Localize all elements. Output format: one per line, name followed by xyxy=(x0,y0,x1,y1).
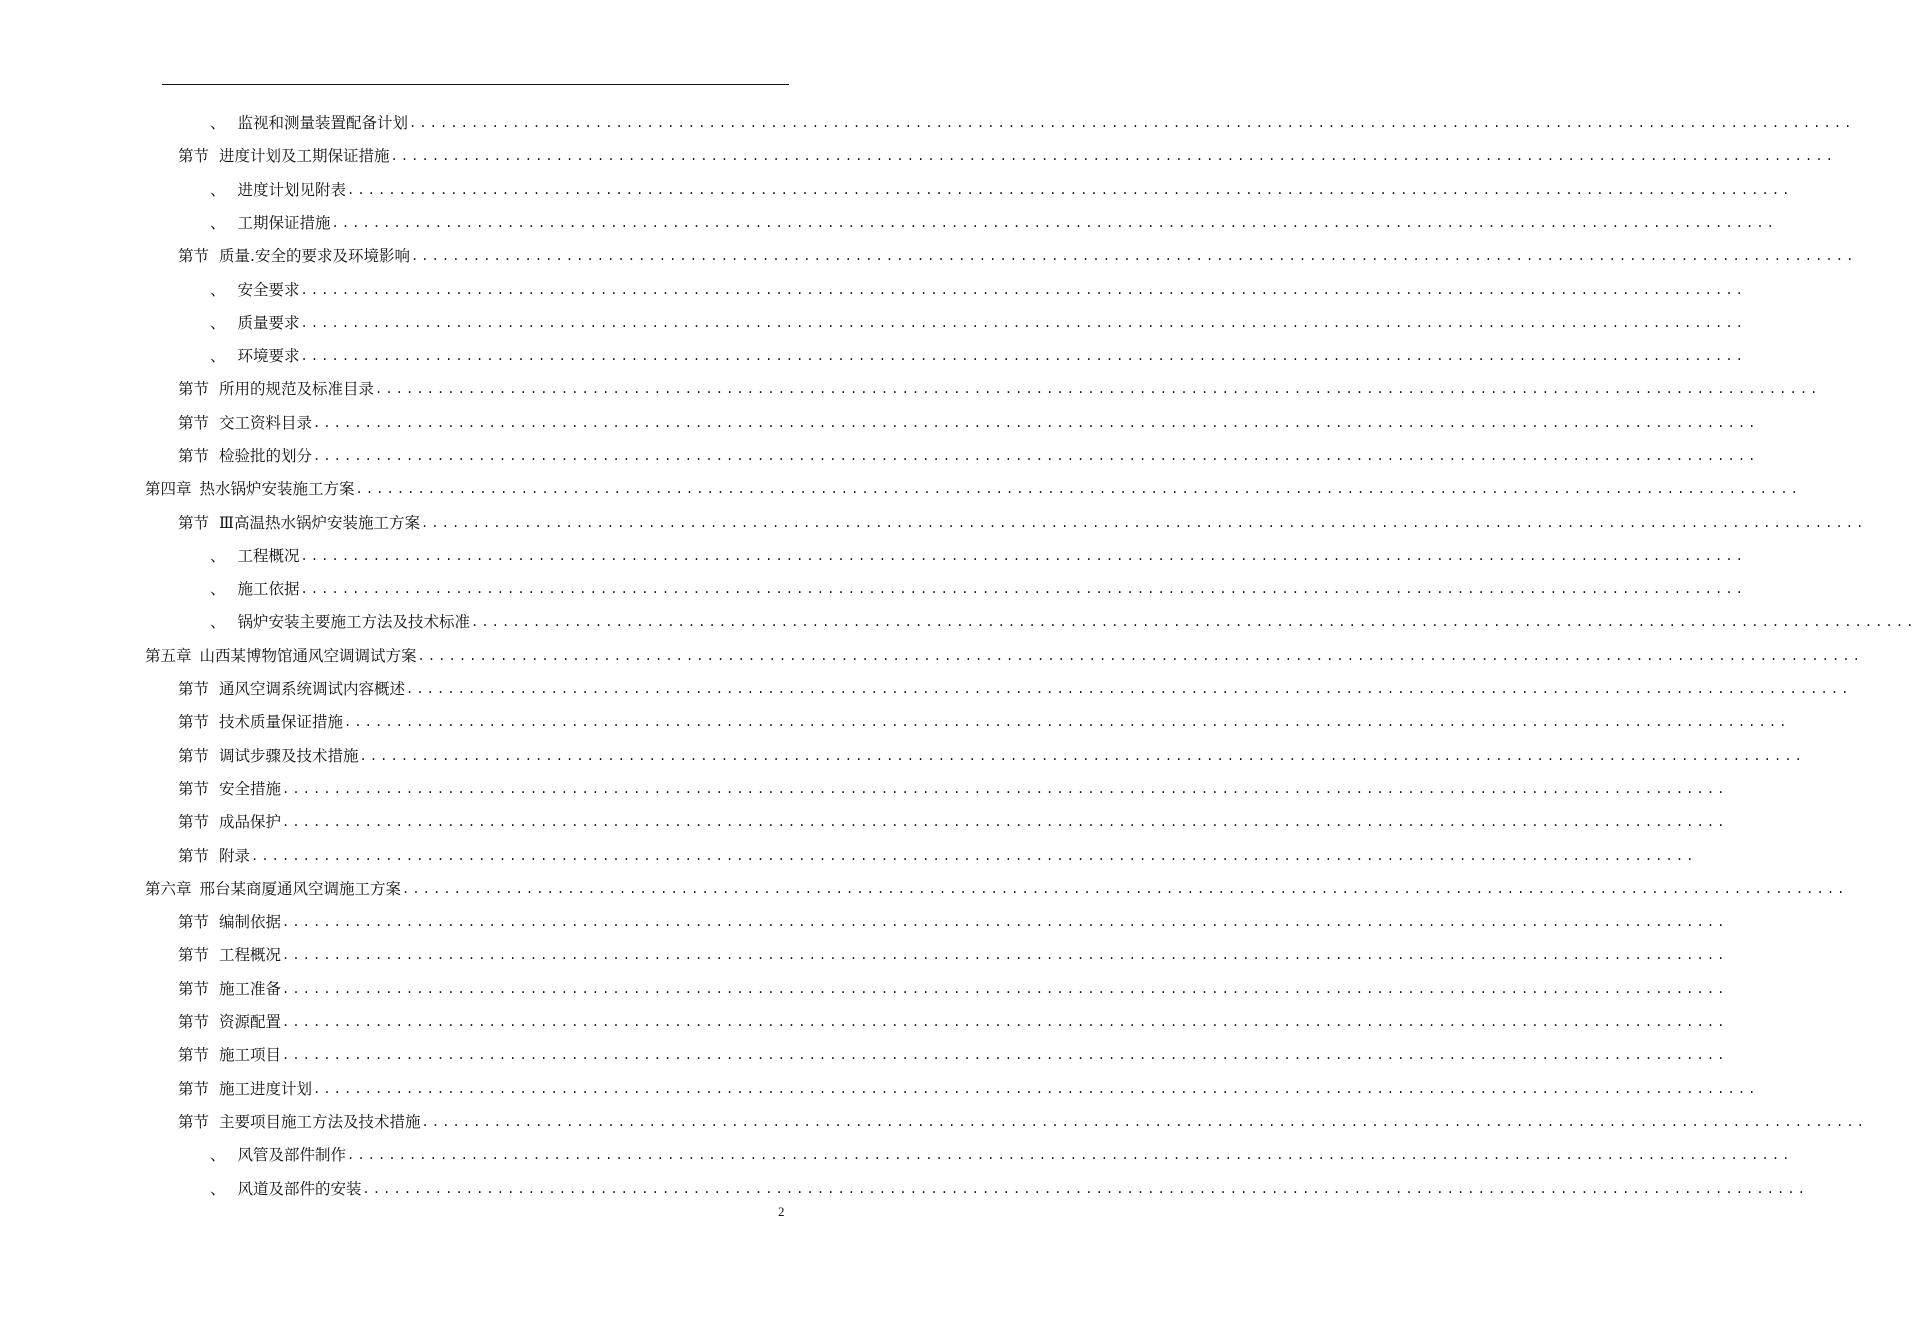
toc-entry-title: 环境要求 xyxy=(237,347,300,365)
dot-leader: ............................................................................................................................................ xyxy=(402,882,1848,896)
toc-entry-title: 主要项目施工方法及技术措施 xyxy=(219,1113,421,1131)
dot-leader: ............................................................................................................................................ xyxy=(359,749,1805,763)
toc-entry-title: Ⅲ高温热水锅炉安装施工方案 xyxy=(219,514,420,532)
toc-entry-prefix: 第节 xyxy=(178,813,210,831)
toc-entry-prefix: 第节 xyxy=(178,447,210,465)
toc-section-entry xyxy=(178,374,1821,404)
dot-leader: ............................................................................................................................................ xyxy=(331,216,1777,230)
toc-section-entry xyxy=(178,141,1836,171)
toc-entry-prefix: 、 xyxy=(210,214,226,232)
dot-leader: ............................................................................................................................................ xyxy=(300,582,1746,596)
toc-entry-prefix: 、 xyxy=(210,347,226,365)
toc-subsection-entry xyxy=(210,1174,1808,1204)
toc-entry-title: 资源配置 xyxy=(219,1013,282,1031)
toc-subsection-entry xyxy=(210,275,1746,305)
dot-leader: ............................................................................................................................................ xyxy=(417,649,1863,663)
toc-subsection-entry xyxy=(210,607,1916,637)
dot-leader: ............................................................................................................................................ xyxy=(313,1082,1759,1096)
toc-entry-prefix: 第节 xyxy=(178,247,210,265)
toc-entry-prefix: 第节 xyxy=(178,980,210,998)
toc-entry-prefix: 第节 xyxy=(178,780,210,798)
toc-section-entry xyxy=(178,441,1759,471)
dot-leader: ............................................................................................................................................ xyxy=(355,482,1801,496)
dot-leader: ............................................................................................................................................ xyxy=(375,382,1821,396)
dot-leader: ............................................................................................................................................ xyxy=(421,1115,1867,1129)
toc-entry-title: 锅炉安装主要施工方法及技术标准 xyxy=(237,613,471,631)
dot-leader: ............................................................................................................................................ xyxy=(347,1148,1793,1162)
toc-entry-title: 热水锅炉安装施工方案 xyxy=(199,480,355,498)
dot-leader: ............................................................................................................................................ xyxy=(409,116,1855,130)
dot-leader: ............................................................................................................................................ xyxy=(362,1182,1808,1196)
toc-entry-prefix: 、 xyxy=(210,281,226,299)
toc-entry-prefix: 第节 xyxy=(178,913,210,931)
dot-leader: ............................................................................................................................................ xyxy=(390,149,1836,163)
toc-entry-prefix: 第节 xyxy=(178,847,210,865)
toc-chapter-entry xyxy=(145,474,1801,504)
toc-section-entry xyxy=(178,807,1728,837)
dot-leader: ............................................................................................................................................ xyxy=(406,682,1852,696)
toc-entry-prefix: 第节 xyxy=(178,147,210,165)
toc-entry-title: 附录 xyxy=(219,847,251,865)
toc-entry-title: 技术质量保证措施 xyxy=(219,713,344,731)
toc-subsection-entry xyxy=(210,108,1855,138)
toc-subsection-entry xyxy=(210,175,1793,205)
toc-section-entry xyxy=(178,1074,1759,1104)
dot-leader: ............................................................................................................................................ xyxy=(347,183,1793,197)
toc-entry-prefix: 第节 xyxy=(178,1080,210,1098)
toc-entry-title: 编制依据 xyxy=(219,913,282,931)
toc-section-entry xyxy=(178,974,1728,1004)
dot-leader: ............................................................................................................................................ xyxy=(300,349,1746,363)
toc-entry-prefix: 第六章 xyxy=(145,880,192,898)
toc-entry-title: 所用的规范及标准目录 xyxy=(219,380,375,398)
toc-entry-prefix: 、 xyxy=(210,314,226,332)
toc-chapter-entry xyxy=(145,874,1848,904)
toc-section-entry xyxy=(178,707,1790,737)
toc-entry-prefix: 第节 xyxy=(178,414,210,432)
toc-section-entry xyxy=(178,907,1728,937)
toc-chapter-entry xyxy=(145,641,1863,671)
toc-section-entry xyxy=(178,1007,1728,1037)
toc-entry-title: 施工准备 xyxy=(219,980,282,998)
toc-entry-title: 通风空调系统调试内容概述 xyxy=(219,680,406,698)
toc-subsection-entry xyxy=(210,1140,1793,1170)
toc-entry-title: 施工进度计划 xyxy=(219,1080,313,1098)
toc-entry-title: 监视和测量装置配备计划 xyxy=(237,114,409,132)
toc-entry-prefix: 第节 xyxy=(178,747,210,765)
toc-entry-prefix: 、 xyxy=(210,613,226,631)
toc-entry-title: 检验批的划分 xyxy=(219,447,313,465)
toc-entry-title: 安全要求 xyxy=(237,281,300,299)
toc-entry-title: 进度计划见附表 xyxy=(237,181,347,199)
header-rule xyxy=(162,84,789,85)
toc-entry-prefix: 第节 xyxy=(178,713,210,731)
dot-leader: ............................................................................................................................................ xyxy=(471,615,1916,629)
dot-leader: ............................................................................................................................................ xyxy=(282,1015,1728,1029)
toc-subsection-entry xyxy=(210,208,1777,238)
dot-leader: ............................................................................................................................................ xyxy=(282,782,1728,796)
toc-entry-title: 进度计划及工期保证措施 xyxy=(219,147,390,165)
toc-entry-title: 工期保证措施 xyxy=(237,214,331,232)
toc-subsection-entry xyxy=(210,308,1746,338)
dot-leader: ............................................................................................................................................ xyxy=(313,416,1759,430)
toc-section-entry xyxy=(178,508,1867,538)
dot-leader: ............................................................................................................................................ xyxy=(282,982,1728,996)
toc-entry-prefix: 第五章 xyxy=(145,647,192,665)
toc-entry-title: 工程概况 xyxy=(219,946,282,964)
dot-leader: ............................................................................................................................................ xyxy=(282,815,1728,829)
toc-entry-title: 质量.安全的要求及环境影响 xyxy=(219,247,410,265)
toc-entry-prefix: 第节 xyxy=(178,680,210,698)
dot-leader: ............................................................................................................................................ xyxy=(300,283,1746,297)
toc-section-entry xyxy=(178,674,1852,704)
toc-entry-title: 成品保护 xyxy=(219,813,282,831)
dot-leader: ............................................................................................................................................ xyxy=(344,715,1790,729)
toc-entry-prefix: 、 xyxy=(210,181,226,199)
toc-section-entry xyxy=(178,1040,1728,1070)
toc-entry-prefix: 、 xyxy=(210,114,226,132)
toc-subsection-entry xyxy=(210,574,1746,604)
toc-subsection-entry xyxy=(210,541,1746,571)
toc-entry-prefix: 、 xyxy=(210,547,226,565)
toc-section-entry xyxy=(178,408,1759,438)
toc-entry-title: 调试步骤及技术措施 xyxy=(219,747,359,765)
toc-entry-title: 施工项目 xyxy=(219,1046,282,1064)
dot-leader: ............................................................................................................................................ xyxy=(282,1048,1728,1062)
toc-entry-title: 工程概况 xyxy=(237,547,300,565)
dot-leader: ............................................................................................................................................ xyxy=(282,948,1728,962)
page-number: 2 xyxy=(778,1204,785,1219)
toc-entry-prefix: 第节 xyxy=(178,514,210,532)
toc-section-entry xyxy=(178,940,1728,970)
toc-entry-title: 施工依据 xyxy=(237,580,300,598)
dot-leader: ............................................................................................................................................ xyxy=(300,549,1746,563)
toc-entry-title: 风道及部件的安装 xyxy=(237,1180,362,1198)
dot-leader: ............................................................................................................................................ xyxy=(313,449,1759,463)
toc-section-entry xyxy=(178,774,1728,804)
dot-leader: ............................................................................................................................................ xyxy=(420,516,1867,530)
toc-entry-prefix: 第节 xyxy=(178,946,210,964)
dot-leader: ............................................................................................................................................ xyxy=(251,849,1697,863)
toc-section-entry xyxy=(178,1107,1867,1137)
toc-section-entry xyxy=(178,241,1857,271)
toc-entry-title: 交工资料目录 xyxy=(219,414,313,432)
toc-entry-title: 邢台某商厦通风空调施工方案 xyxy=(199,880,402,898)
toc-section-entry xyxy=(178,841,1697,871)
toc-entry-prefix: 第节 xyxy=(178,1113,210,1131)
toc-entry-title: 质量要求 xyxy=(237,314,300,332)
dot-leader: ............................................................................................................................................ xyxy=(300,316,1746,330)
toc-entry-prefix: 第节 xyxy=(178,380,210,398)
toc-entry-prefix: 第节 xyxy=(178,1013,210,1031)
toc-entry-prefix: 第节 xyxy=(178,1046,210,1064)
toc-entry-title: 山西某博物馆通风空调调试方案 xyxy=(199,647,417,665)
toc-subsection-entry xyxy=(210,341,1746,371)
toc-entry-title: 风管及部件制作 xyxy=(237,1146,347,1164)
toc-entry-title: 安全措施 xyxy=(219,780,282,798)
toc-entry-prefix: 第四章 xyxy=(145,480,192,498)
toc-entry-prefix: 、 xyxy=(210,1180,226,1198)
toc-section-entry xyxy=(178,741,1805,771)
toc-entry-prefix: 、 xyxy=(210,580,226,598)
dot-leader: ............................................................................................................................................ xyxy=(282,915,1728,929)
dot-leader: ............................................................................................................................................ xyxy=(410,249,1857,263)
toc-entry-prefix: 、 xyxy=(210,1146,226,1164)
